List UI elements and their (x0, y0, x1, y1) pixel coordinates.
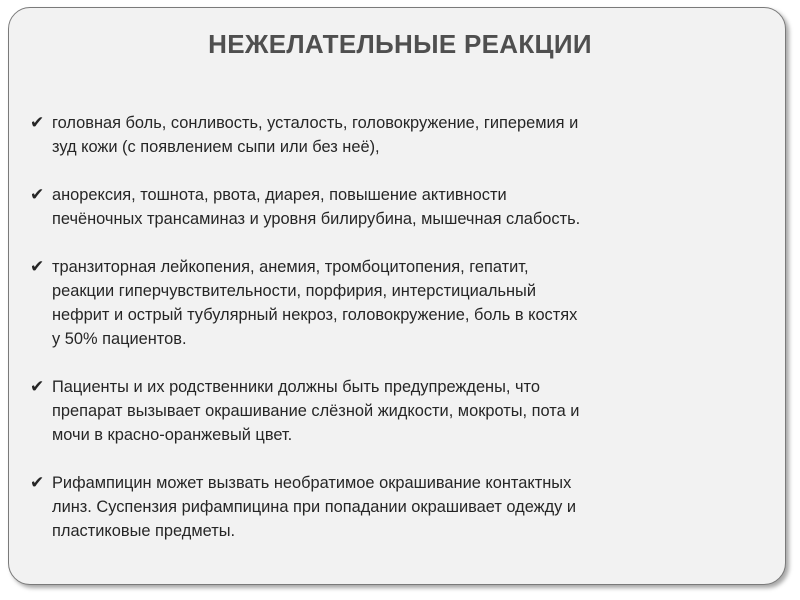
check-mark-icon: ✔ (30, 185, 45, 204)
item-line: линз. Суспензия рифампицина при попадании окрашивает одежду и (52, 498, 577, 516)
item-line: транзиторная лейкопения, анемия, тромбоцитопения, гепатит, (52, 258, 529, 276)
item-line: нефрит и острый тубулярный некроз, головокружение, боль в костях (52, 306, 578, 324)
bullet-list (30, 111, 720, 543)
list-item (30, 111, 720, 159)
slide-title: НЕЖЕЛАТЕЛЬНЫЕ РЕАКЦИИ (208, 29, 592, 59)
check-mark-icon: ✔ (30, 257, 45, 276)
list-item (30, 183, 720, 231)
list-item (30, 471, 720, 543)
item-line: Рифампицин может вызвать необратимое окрашивание контактных (52, 474, 572, 492)
item-line: препарат вызывает окрашивание слёзной жидкости, мокроты, пота и (52, 402, 580, 420)
item-line: реакции гиперчувствительности, порфирия, интерстициальный (52, 282, 536, 300)
item-line: пластиковые предметы. (52, 522, 236, 540)
list-item (30, 255, 720, 351)
check-mark-icon: ✔ (30, 473, 45, 492)
item-line: Пациенты и их родственники должны быть предупреждены, что (52, 378, 540, 396)
check-mark-icon: ✔ (30, 377, 45, 396)
check-mark-icon: ✔ (30, 113, 45, 132)
item-line: мочи в красно-оранжевый цвет. (52, 426, 293, 444)
item-line: у 50% пациентов. (52, 330, 187, 348)
item-line: головная боль, сонливость, усталость, головокружение, гиперемия и (52, 114, 579, 132)
item-line: анорексия, тошнота, рвота, диарея, повышение активности (52, 186, 507, 204)
list-item (30, 375, 720, 447)
item-line: зуд кожи (с появлением сыпи или без неё), (52, 138, 380, 156)
item-line: печёночных трансаминаз и уровня билирубина, мышечная слабость. (52, 210, 581, 228)
